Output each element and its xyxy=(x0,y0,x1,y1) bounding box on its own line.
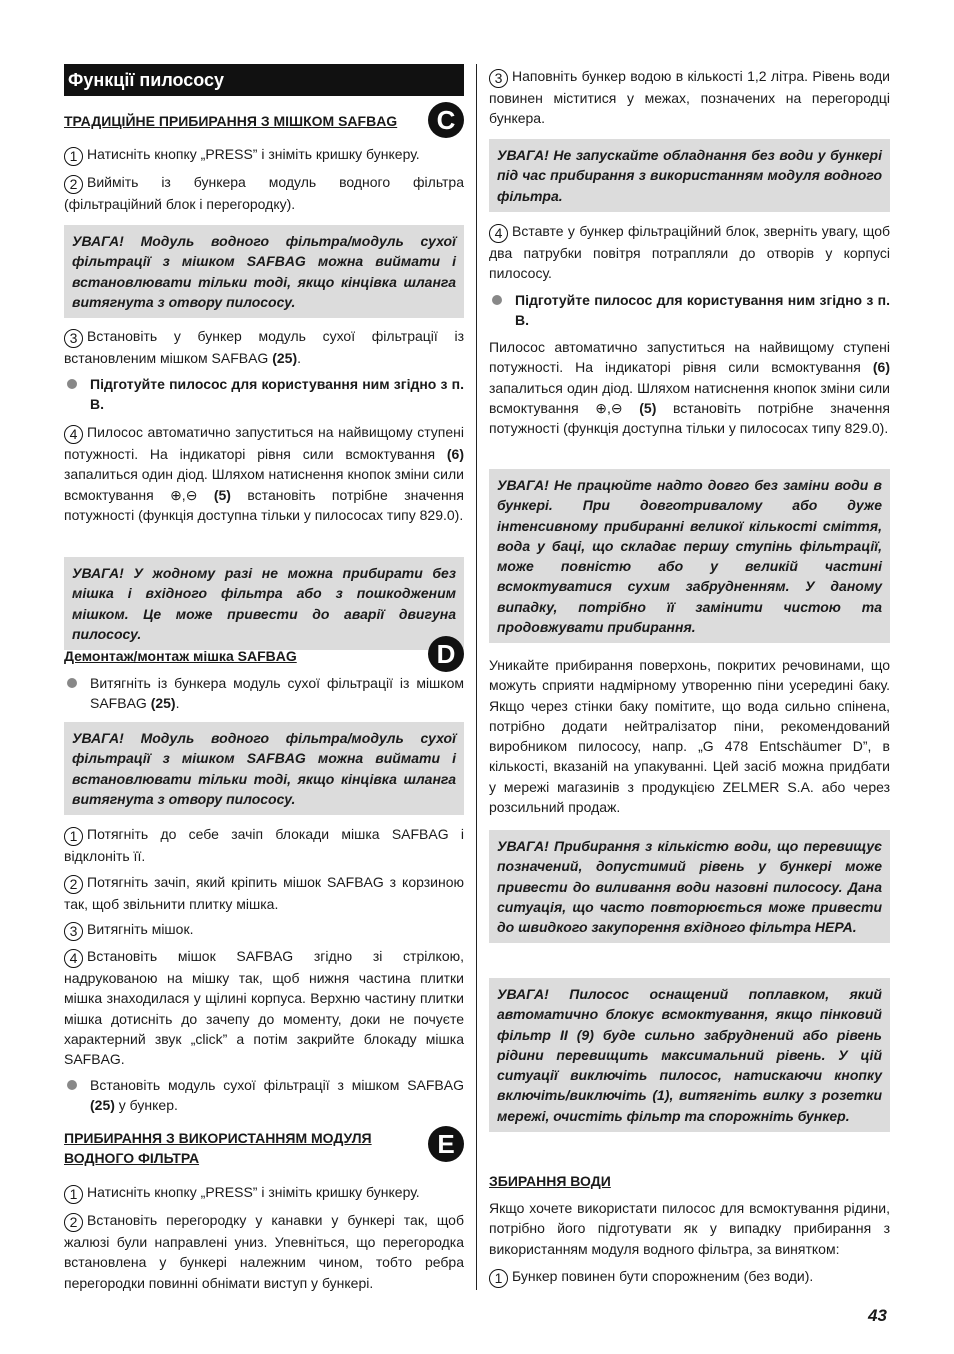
ref-number: (5) xyxy=(639,399,657,416)
step-text: Бункер повинен бути спорожненим (без води). xyxy=(512,1268,814,1284)
step-text: Потягніть до себе зачіп блокади мішка SAFBAG і відклоніть її. xyxy=(64,826,464,864)
bullet-prepare xyxy=(64,374,464,415)
bullet-dot xyxy=(67,1080,77,1090)
ref-number: (6) xyxy=(872,359,890,376)
step-number: 4 xyxy=(64,425,83,444)
ref-number: (25) xyxy=(272,350,298,366)
bullet-text: Встановіть модуль сухої фільтрації з мішком SAFBAG xyxy=(90,1077,464,1093)
ref-number: (25) xyxy=(150,695,176,712)
step-d1 xyxy=(64,824,464,866)
bullet-text: Витягніть із бункера модуль сухої фільтрації із мішком SAFBAG xyxy=(90,675,464,712)
warning-box: УВАГА! Не запускайте обладнання без води у бункері під час прибирання з використанням модуля водного фільтра. xyxy=(489,139,890,212)
heading-water-collection: ЗБИРАННЯ ВОДИ xyxy=(489,1173,611,1189)
step-text: встановіть потрібне значення потужності (функція доступна тільки у пилососах типу 829.0). xyxy=(64,486,464,523)
warning-box: УВАГА! У жодному разі не можна прибирати без мішка і вхідного фільтра або з пошкодженим мішком. Це може привести до аварії двигуна пилососу. xyxy=(64,557,464,650)
step-text: Вставте у бункер фільтраційний блок, зверніть увагу, щоб два патрубки повітря потрапляли до отворів у корпусі пилососу. xyxy=(489,223,890,282)
step-text: Потягніть зачіп, який кріпить мішок SAFBAG з корзиною так, щоб звільнити плитку мішка. xyxy=(64,874,464,912)
badge-c: C xyxy=(428,102,464,138)
step-text: Наповніть бункер водою в кількості 1,2 літра. Рівень води повинен міститися у межах, позначених на перегородці бункера. xyxy=(489,68,890,127)
bullet-dot xyxy=(67,379,77,389)
warning-box: УВАГА! Пилосос оснащений поплавком, який автоматично блокує всмоктування, якщо пінковий фільтр II (9) буде сильно забруднений або рівень рідини перевищить максимальний рівень. У цій ситуації виключіть пилосос, натискаючи кнопку включіть/виключіть (1), витягніть вилку з розетки мережі, очистіть фільтр та спорожніть бункер. xyxy=(489,978,890,1132)
ref-number: (25) xyxy=(90,1097,115,1114)
page-number: 43 xyxy=(868,1306,887,1325)
bullet-text: у бункер. xyxy=(114,1097,178,1114)
heading-traditional-cleaning: ТРАДИЦІЙНЕ ПРИБИРАННЯ З МІШКОМ SAFBAG xyxy=(64,113,398,129)
step-text: Встановіть у бункер модуль сухої фільтрації із встановленим мішком SAFBAG xyxy=(64,328,464,366)
step-d3 xyxy=(64,919,464,941)
badge-e: E xyxy=(428,1126,464,1162)
ref-number: (6) xyxy=(446,446,464,462)
step-number: 1 xyxy=(489,1269,508,1288)
step-c4 xyxy=(64,422,464,525)
step-e1 xyxy=(64,1182,464,1204)
paragraph-water: Якщо хочете використати пилосос для всмоктування рідини, потрібно його підготувати як у випадку прибирання з використанням модуля водного фільтра, за винятком: xyxy=(489,1200,890,1257)
heading-line: ВОДНОГО ФІЛЬТРА xyxy=(64,1150,200,1166)
ref-number: (5) xyxy=(213,486,231,503)
bullet-install-module xyxy=(64,1075,464,1116)
paragraph-foam: Уникайте прибирання поверхонь, покритих речовинами, що можуть сприяти надмірному утворенню піни усередині баку. Якщо через стінки баку помітите, що вода сильно спінена, потрібно додати нейтралізатор піни, рекомендований виробником пилососу, напр. „G 478 Entschäumer D”, в кількості, вказаній на упакуванні. Цей засіб можна придбати у мережі магазинів з продукцією ZELMER S.A. або через розсильний продаж. xyxy=(489,657,890,816)
bullet-prepare xyxy=(489,290,890,331)
bullet-dot xyxy=(492,295,502,305)
step-w1 xyxy=(489,1266,890,1288)
step-text: Натисніть кнопку „PRESS” і зніміть кришку бункеру. xyxy=(87,1184,420,1200)
step-number: 1 xyxy=(64,1185,83,1204)
bullet-dot xyxy=(67,678,77,688)
warning-box: УВАГА! Модуль водного фільтра/модуль сухої фільтрації з мішком SAFBAG можна виймати і встановлювати тільки тоді, якщо кінцівка шланга витягнута з отвору пилососу. xyxy=(64,225,464,318)
step-c3 xyxy=(64,326,464,368)
heading-water-filter xyxy=(64,1128,464,1168)
warning-box: УВАГА! Не працюйте надто довго без заміни води в бункері. При довготривалому або дуже інтенсивному прибиранні великої кількості сміття, вода у баці, що складає першу ступінь фільтрації, може повністю або у великій частині всмоктуватися сухим забрудненням. У даному випадку, потрібно її замінити чистою та продовжувати прибирання. xyxy=(489,469,890,643)
heading-line: ПРИБИРАННЯ З ВИКОРИСТАННЯМ МОДУЛЯ xyxy=(64,1130,372,1146)
step-number: 3 xyxy=(489,69,508,88)
step-text: Витягніть мішок. xyxy=(87,921,194,937)
step-e2 xyxy=(64,1210,464,1293)
step-text: Встановіть мішок SAFBAG згідно зі стрілкою, надрукованою на мішку так, щоб нижня частина плитки мішка знаходилася у щілині корпуса. Верхню частину плитки мішка дотисніть до зачепу до моменту, доки не почуєте характерний звук „click” а потім закрийте блокаду мішка SAFBAG. xyxy=(64,948,464,1068)
step-d4 xyxy=(64,946,464,1069)
step-number: 2 xyxy=(64,175,83,194)
step-number: 1 xyxy=(64,147,83,166)
section-title: Функції пилососу xyxy=(64,64,464,96)
paragraph-auto-start xyxy=(489,337,890,438)
step-number: 3 xyxy=(64,922,83,941)
bullet-remove-module xyxy=(64,673,464,714)
badge-d: D xyxy=(428,636,464,672)
step-c2 xyxy=(64,172,464,214)
paragraph-text: запалиться один діод. Шляхом натиснення кнопок зміни сили всмоктування ⊕,⊖ xyxy=(489,379,890,416)
step-text: Пилосос автоматично запуститься на найвищому ступені потужності. На індикаторі рівня сили всмоктування xyxy=(64,424,464,462)
warning-box: УВАГА! Модуль водного фільтра/модуль сухої фільтрації з мішком SAFBAG можна виймати і встановлювати тільки тоді, якщо кінцівка шланга витягнута з отвору пилососу. xyxy=(64,722,464,815)
step-e4 xyxy=(489,221,890,284)
paragraph-text: встановіть потрібне значення потужності (функція доступна тільки у пилососах типу 829.0). xyxy=(489,399,890,437)
step-text: Вийміть із бункера модуль водного фільтра (фільтраційний блок і перегородку). xyxy=(64,174,464,212)
step-number: 4 xyxy=(489,224,508,243)
step-text: . xyxy=(297,350,302,366)
step-number: 2 xyxy=(64,875,83,894)
step-text: Встановіть перегородку у канавки у бункері так, щоб жалюзі були направлені униз. Упевніться, що перегородка встановлена у бункері належним чином, тобто ребра перегородки повинні обнімати виступ у бункері. xyxy=(64,1212,464,1291)
step-number: 2 xyxy=(64,1213,83,1232)
warning-box: УВАГА! Прибирання з кількістю води, що перевищує позначений, допустимий рівень у бункері може привести до виливання води назовні пилососу. Дана ситуація, що часто повторюється може привести до швидкого закупорення вхідного фільтра HEPA. xyxy=(489,830,890,943)
bullet-text: Підготуйте пилосос для користування ним згідно з п. B. xyxy=(515,292,890,329)
step-number: 1 xyxy=(64,827,83,846)
bullet-text: Підготуйте пилосос для користування ним згідно з п. B. xyxy=(90,376,464,413)
step-e3 xyxy=(489,66,890,129)
bullet-text: . xyxy=(175,695,180,712)
step-number: 3 xyxy=(64,329,83,348)
column-divider xyxy=(476,64,477,1290)
step-d2 xyxy=(64,872,464,914)
step-text: запалиться один діод. Шляхом натиснення кнопок зміни сили всмоктування ⊕,⊖ xyxy=(64,466,464,503)
paragraph-text: Пилосос автоматично запуститься на найвищому ступені потужності. На індикаторі рівня сили всмоктування xyxy=(489,339,890,376)
step-number: 4 xyxy=(64,949,83,968)
step-c1 xyxy=(64,144,464,166)
heading-safbag: Демонтаж/монтаж мішка SAFBAG xyxy=(64,648,297,664)
step-text: Натисніть кнопку „PRESS” і зніміть кришку бункеру. xyxy=(87,146,420,162)
